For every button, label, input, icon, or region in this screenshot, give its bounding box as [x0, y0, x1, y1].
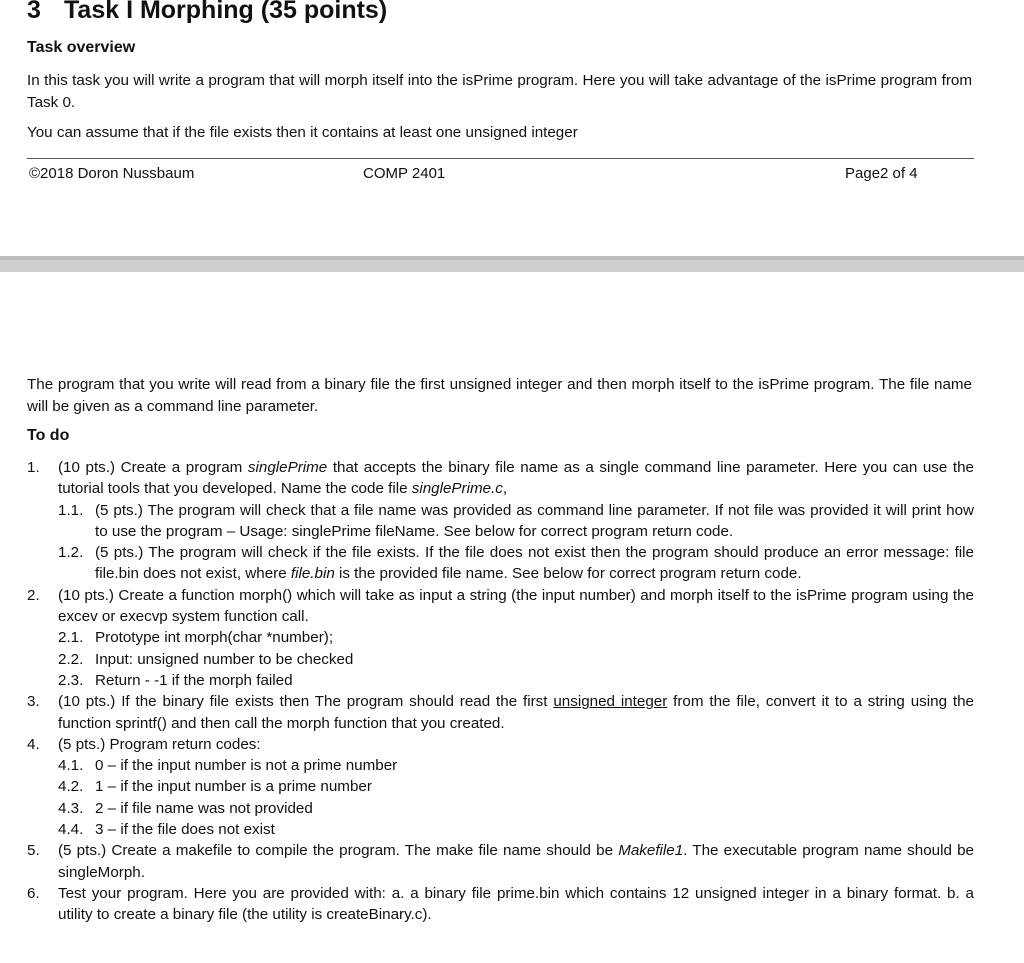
- footer-divider: [27, 158, 974, 159]
- list-item: 1. (10 pts.) Create a program singlePrime that accepts the binary file name as a single command line parameter. Here you can use the tutorial tools that you developed. Name the code file singlePrime.c, 1.1. (5 pts.) The program will check that a file name was provided as command line parameter. If not file was provided it will print how to use the program – Usage: singlePrime fileName. See below for correct program return code. 1.2. (5 pts.) The program will check if the file exists. If the file does not exist then the program should produce an error message: file file.bin does not exist, where file.bin is the provided file name. See below for correct program return code.: [27, 457, 974, 585]
- page-separator: [0, 256, 1024, 272]
- todo-heading: To do: [27, 427, 70, 444]
- assumption-paragraph: You can assume that if the file exists then it contains at least one unsigned integer: [27, 124, 578, 141]
- page-bottom: [0, 272, 1024, 963]
- footer-course: COMP 2401: [363, 165, 446, 182]
- list-item: 3. (10 pts.) If the binary file exists then The program should read the first unsigned integer from the file, convert it to a string using the function sprintf() and then call the morph function that you created.: [27, 693, 975, 732]
- sub-item: 4.1. 0 – if the input number is not a prime number: [58, 757, 398, 775]
- sub-item: 4.4. 3 – if the file does not exist: [58, 821, 275, 839]
- todo-list: [27, 457, 974, 926]
- sub-item: 1.2. (5 pts.) The program will check if the file exists. If the file does not exist then the program should produce an error message: file file.bin does not exist, where file.bin is the provided file name. See below for correct program return code.: [58, 544, 974, 583]
- sub-item: 1.1. (5 pts.) The program will check that a file name was provided as command line parameter. If not file was provided it will print how to use the program – Usage: singlePrime fileName. See below for correct program return code.: [58, 501, 974, 540]
- sub-item: 4.2. 1 – if the input number is a prime number: [58, 778, 372, 796]
- page-top: [0, 0, 1024, 256]
- list-item: 4. (5 pts.) Program return codes: 4.1. 0 – if the input number is not a prime number 4.2. 1 – if the input number is a prime number 4.3. 2 – if file name was not provided 4.4. 3 – if the file does not exist: [27, 734, 974, 840]
- sub-item: 4.3. 2 – if file name was not provided: [58, 799, 313, 817]
- intro-paragraph: The program that you write will read from a binary file the first unsigned integer and then morph itself to the isPrime program. The file name will be given as a command line parameter.: [27, 376, 972, 415]
- overview-paragraph: In this task you will write a program that will morph itself into the isPrime program. Here you will take advantage of the isPrime program from Task 0.: [27, 72, 972, 111]
- section-number: 3: [27, 0, 41, 24]
- section-heading: [27, 0, 387, 25]
- sub-item: 2.3. Return - -1 if the morph failed: [58, 671, 293, 689]
- list-item: 6. Test your program. Here you are provided with: a. a binary file prime.bin which contains 12 unsigned integer in a binary format. b. a utility to create a binary file (the utility is createBinary.c).: [27, 884, 974, 924]
- footer-page-number: Page2 of 4: [845, 165, 918, 182]
- sub-item: 2.1. Prototype int morph(char *number);: [58, 629, 334, 647]
- overview-heading: Task overview: [27, 39, 136, 56]
- list-item: 5. (5 pts.) Create a makefile to compile the program. The make file name should be Makefile1. The executable program name should be singleMorph.: [27, 842, 974, 881]
- footer-copyright: ©2018 Doron Nussbaum: [29, 165, 195, 182]
- section-title: Task I Morphing (35 points): [64, 0, 388, 24]
- sub-item: 2.2. Input: unsigned number to be checked: [58, 650, 354, 668]
- list-item: 2. (10 pts.) Create a function morph() which will take as input a string (the input number) and morph itself to the isPrime program using the excev or execvp system function call. 2.1. Prototype int morph(char *number); 2.2. Input: unsigned number to be checked 2.3. Return - -1 if the morph failed: [27, 585, 974, 691]
